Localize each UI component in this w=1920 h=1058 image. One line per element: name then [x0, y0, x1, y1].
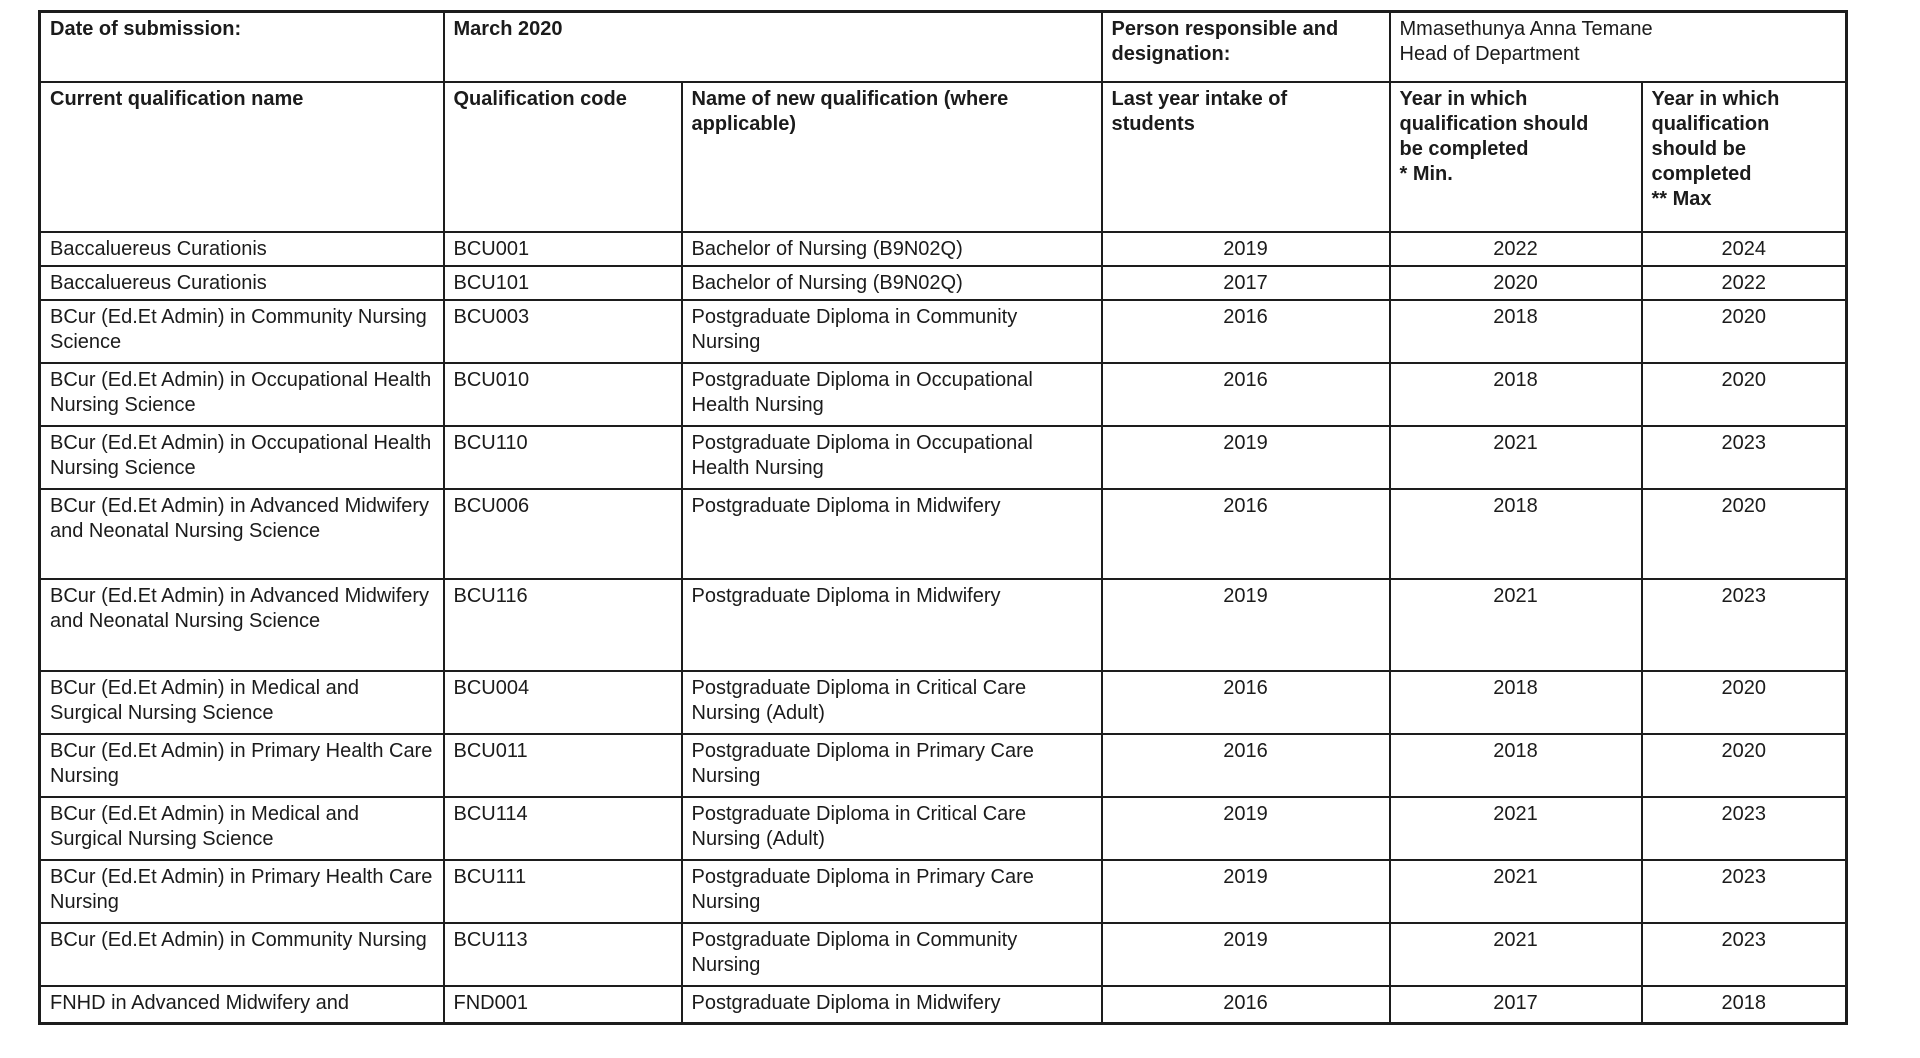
table-row — [40, 363, 1847, 426]
table-row — [40, 797, 1847, 860]
qualification-code-cell: BCU001 — [444, 232, 682, 266]
table-row — [40, 426, 1847, 489]
qualification-code-cell: BCU006 — [444, 489, 682, 579]
qualification-code-cell: BCU111 — [444, 860, 682, 923]
qualification-code-cell: BCU113 — [444, 923, 682, 986]
new-qualification-cell: Postgraduate Diploma in Occupational Health Nursing — [682, 426, 1102, 489]
current-qualification-cell: BCur (Ed.Et Admin) in Advanced Midwifery and Neonatal Nursing Science — [40, 489, 444, 579]
min-year-cell: 2018 — [1390, 489, 1642, 579]
last-intake-cell: 2019 — [1102, 860, 1390, 923]
max-year-cell: 2023 — [1642, 426, 1847, 489]
min-year-cell: 2022 — [1390, 232, 1642, 266]
last-intake-cell: 2016 — [1102, 300, 1390, 363]
min-year-cell: 2020 — [1390, 266, 1642, 300]
new-qualification-cell: Bachelor of Nursing (B9N02Q) — [682, 232, 1102, 266]
min-year-cell: 2021 — [1390, 797, 1642, 860]
last-intake-cell: 2017 — [1102, 266, 1390, 300]
column-header-row — [40, 82, 1847, 232]
qualification-code-cell: BCU010 — [444, 363, 682, 426]
min-year-cell: 2018 — [1390, 671, 1642, 734]
header-min-year — [1390, 82, 1642, 232]
person-name: Mmasethunya Anna Temane — [1399, 18, 1653, 40]
new-qualification-cell: Postgraduate Diploma in Midwifery — [682, 579, 1102, 671]
table-row — [40, 986, 1847, 1024]
last-intake-cell: 2016 — [1102, 489, 1390, 579]
current-qualification-cell: BCur (Ed.Et Admin) in Community Nursing Science — [40, 300, 444, 363]
qualification-code-cell: BCU114 — [444, 797, 682, 860]
new-qualification-cell: Postgraduate Diploma in Midwifery — [682, 986, 1102, 1024]
meta-row — [40, 12, 1847, 82]
new-qualification-cell: Postgraduate Diploma in Community Nursing — [682, 923, 1102, 986]
max-year-cell: 2022 — [1642, 266, 1847, 300]
qualification-code-cell: BCU101 — [444, 266, 682, 300]
header-qualification-code: Qualification code — [444, 82, 682, 232]
new-qualification-cell: Bachelor of Nursing (B9N02Q) — [682, 266, 1102, 300]
max-year-cell: 2020 — [1642, 734, 1847, 797]
new-qualification-cell: Postgraduate Diploma in Occupational Health Nursing — [682, 363, 1102, 426]
qualification-code-cell: BCU116 — [444, 579, 682, 671]
min-year-cell: 2018 — [1390, 363, 1642, 426]
qualification-code-cell: FND001 — [444, 986, 682, 1024]
current-qualification-cell: BCur (Ed.Et Admin) in Medical and Surgical Nursing Science — [40, 797, 444, 860]
qualifications-table — [38, 10, 1848, 1025]
table-row — [40, 671, 1847, 734]
header-min-year-label: Year in which qualification should be completed — [1399, 87, 1589, 160]
max-year-cell: 2024 — [1642, 232, 1847, 266]
new-qualification-cell: Postgraduate Diploma in Community Nursing — [682, 300, 1102, 363]
max-year-cell: 2023 — [1642, 923, 1847, 986]
max-year-cell: 2020 — [1642, 363, 1847, 426]
new-qualification-cell: Postgraduate Diploma in Midwifery — [682, 489, 1102, 579]
header-min-year-note: * Min. — [1399, 162, 1453, 185]
last-intake-cell: 2016 — [1102, 363, 1390, 426]
last-intake-cell: 2019 — [1102, 426, 1390, 489]
min-year-cell: 2018 — [1390, 734, 1642, 797]
date-of-submission-value: March 2020 — [444, 12, 1102, 82]
last-intake-cell: 2016 — [1102, 671, 1390, 734]
current-qualification-cell: BCur (Ed.Et Admin) in Occupational Health Nursing Science — [40, 363, 444, 426]
table-row — [40, 300, 1847, 363]
new-qualification-cell: Postgraduate Diploma in Critical Care Nursing (Adult) — [682, 671, 1102, 734]
last-intake-cell: 2019 — [1102, 797, 1390, 860]
qualification-code-cell: BCU011 — [444, 734, 682, 797]
max-year-cell: 2020 — [1642, 489, 1847, 579]
max-year-cell: 2020 — [1642, 671, 1847, 734]
table-row — [40, 266, 1847, 300]
current-qualification-cell: BCur (Ed.Et Admin) in Advanced Midwifery and Neonatal Nursing Science — [40, 579, 444, 671]
header-current-qualification: Current qualification name — [40, 82, 444, 232]
last-intake-cell: 2019 — [1102, 923, 1390, 986]
current-qualification-cell: BCur (Ed.Et Admin) in Occupational Health Nursing Science — [40, 426, 444, 489]
table-row — [40, 734, 1847, 797]
last-intake-cell: 2019 — [1102, 232, 1390, 266]
min-year-cell: 2021 — [1390, 426, 1642, 489]
new-qualification-cell: Postgraduate Diploma in Primary Care Nursing — [682, 860, 1102, 923]
last-intake-cell: 2016 — [1102, 986, 1390, 1024]
current-qualification-cell: Baccaluereus Curationis — [40, 232, 444, 266]
current-qualification-cell: Baccaluereus Curationis — [40, 266, 444, 300]
header-max-year-note: ** Max — [1651, 187, 1712, 210]
max-year-cell: 2023 — [1642, 797, 1847, 860]
person-title: Head of Department — [1399, 43, 1580, 65]
new-qualification-cell: Postgraduate Diploma in Primary Care Nursing — [682, 734, 1102, 797]
min-year-cell: 2017 — [1390, 986, 1642, 1024]
header-last-intake-label: Last year intake of students — [1111, 87, 1288, 135]
max-year-cell: 2023 — [1642, 860, 1847, 923]
table-row — [40, 489, 1847, 579]
person-responsible-label: Person responsible and designation: — [1102, 12, 1390, 82]
min-year-cell: 2021 — [1390, 579, 1642, 671]
current-qualification-cell: BCur (Ed.Et Admin) in Primary Health Care Nursing — [40, 860, 444, 923]
min-year-cell: 2021 — [1390, 923, 1642, 986]
last-intake-cell: 2016 — [1102, 734, 1390, 797]
current-qualification-cell: BCur (Ed.Et Admin) in Medical and Surgical Nursing Science — [40, 671, 444, 734]
header-new-qualification: Name of new qualification (where applicable) — [682, 82, 1102, 232]
table-row — [40, 860, 1847, 923]
qualification-code-cell: BCU110 — [444, 426, 682, 489]
max-year-cell: 2018 — [1642, 986, 1847, 1024]
table-row — [40, 923, 1847, 986]
table-row — [40, 232, 1847, 266]
header-last-intake — [1102, 82, 1390, 232]
min-year-cell: 2021 — [1390, 860, 1642, 923]
date-of-submission-label: Date of submission: — [40, 12, 444, 82]
current-qualification-cell: FNHD in Advanced Midwifery and — [40, 986, 444, 1024]
current-qualification-cell: BCur (Ed.Et Admin) in Primary Health Care Nursing — [40, 734, 444, 797]
qualification-code-cell: BCU003 — [444, 300, 682, 363]
last-intake-cell: 2019 — [1102, 579, 1390, 671]
header-max-year — [1642, 82, 1847, 232]
max-year-cell: 2020 — [1642, 300, 1847, 363]
min-year-cell: 2018 — [1390, 300, 1642, 363]
max-year-cell: 2023 — [1642, 579, 1847, 671]
current-qualification-cell: BCur (Ed.Et Admin) in Community Nursing — [40, 923, 444, 986]
header-max-year-label: Year in which qualification should be completed — [1651, 87, 1780, 185]
new-qualification-cell: Postgraduate Diploma in Critical Care Nursing (Adult) — [682, 797, 1102, 860]
person-responsible-value — [1390, 12, 1847, 82]
qualification-code-cell: BCU004 — [444, 671, 682, 734]
table-row — [40, 579, 1847, 671]
